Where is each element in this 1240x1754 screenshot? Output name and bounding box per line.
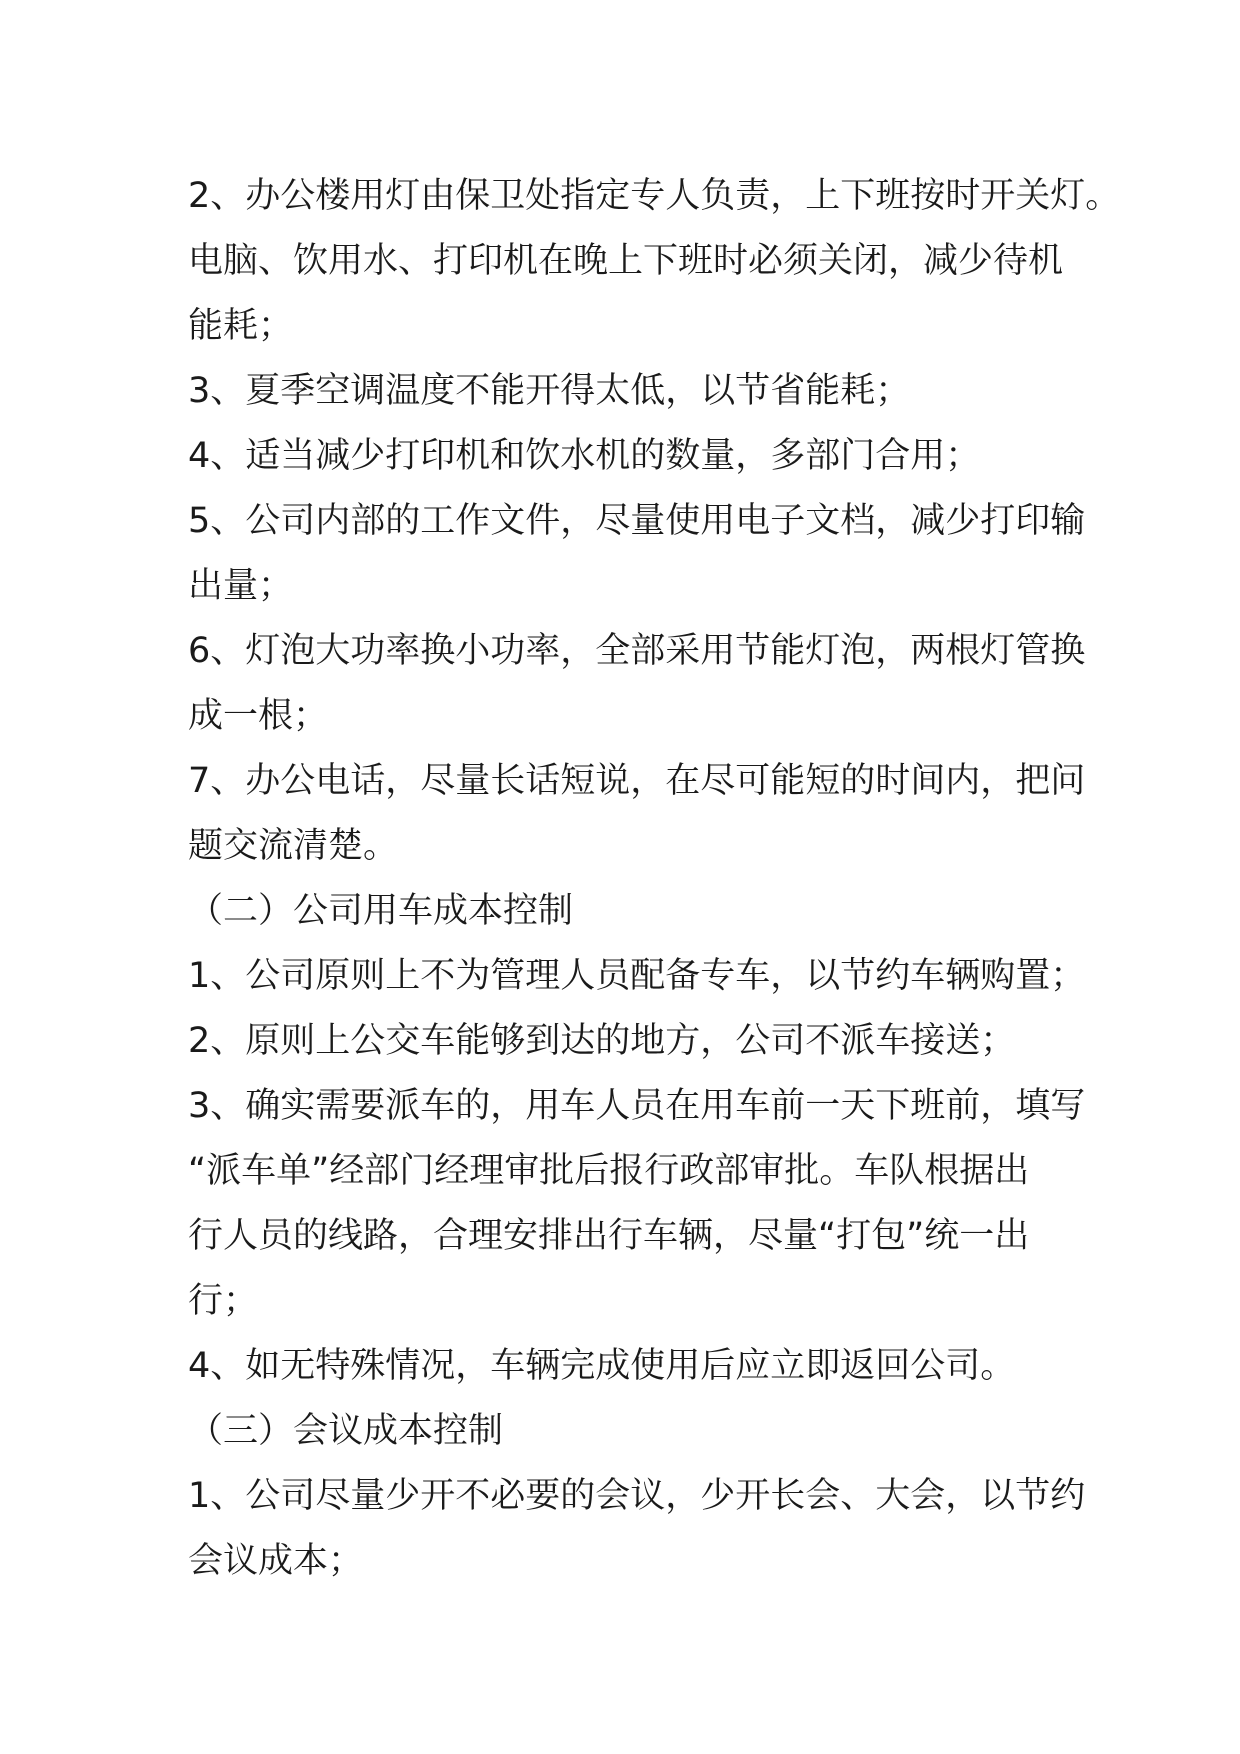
section-heading: （二）公司用车成本控制	[188, 891, 574, 931]
text-line: 会议成本；	[188, 1541, 364, 1581]
text-line: 1、公司尽量少开不必要的会议，少开长会、大会，以节约	[188, 1476, 1086, 1516]
text-line: 3、夏季空调温度不能开得太低，以节省能耗；	[188, 371, 911, 411]
text-line: 5、公司内部的工作文件，尽量使用电子文档，减少打印输	[188, 501, 1086, 541]
text-line: 4、如无特殊情况，车辆完成使用后应立即返回公司。	[188, 1346, 1016, 1386]
text-line: 行人员的线路，合理安排出行车辆，尽量“打包”统一出	[188, 1216, 1030, 1256]
text-line: 2、原则上公交车能够到达的地方，公司不派车接送；	[188, 1021, 1016, 1061]
section-heading: （三）会议成本控制	[188, 1411, 504, 1451]
text-line: 2、办公楼用灯由保卫处指定专人负责，上下班按时开关灯。	[188, 176, 1121, 216]
text-line: 出量；	[188, 566, 294, 606]
text-line: 题交流清楚。	[188, 826, 399, 866]
text-line: 6、灯泡大功率换小功率，全部采用节能灯泡，两根灯管换	[188, 631, 1086, 671]
text-line: 3、确实需要派车的，用车人员在用车前一天下班前，填写	[188, 1086, 1086, 1126]
document-body	[188, 164, 1121, 1594]
text-line: “派车单”经部门经理审批后报行政部审批。车队根据出	[188, 1151, 1030, 1191]
text-line: 成一根；	[188, 696, 329, 736]
text-line: 1、公司原则上不为管理人员配备专车，以节约车辆购置；	[188, 956, 1086, 996]
text-line: 电脑、饮用水、打印机在晚上下班时必须关闭，减少待机	[188, 241, 1064, 281]
text-line: 行；	[188, 1281, 259, 1321]
text-line: 能耗；	[188, 306, 294, 346]
text-line: 7、办公电话，尽量长话短说，在尽可能短的时间内，把问	[188, 761, 1086, 801]
text-line: 4、适当减少打印机和饮水机的数量，多部门合用；	[188, 436, 981, 476]
